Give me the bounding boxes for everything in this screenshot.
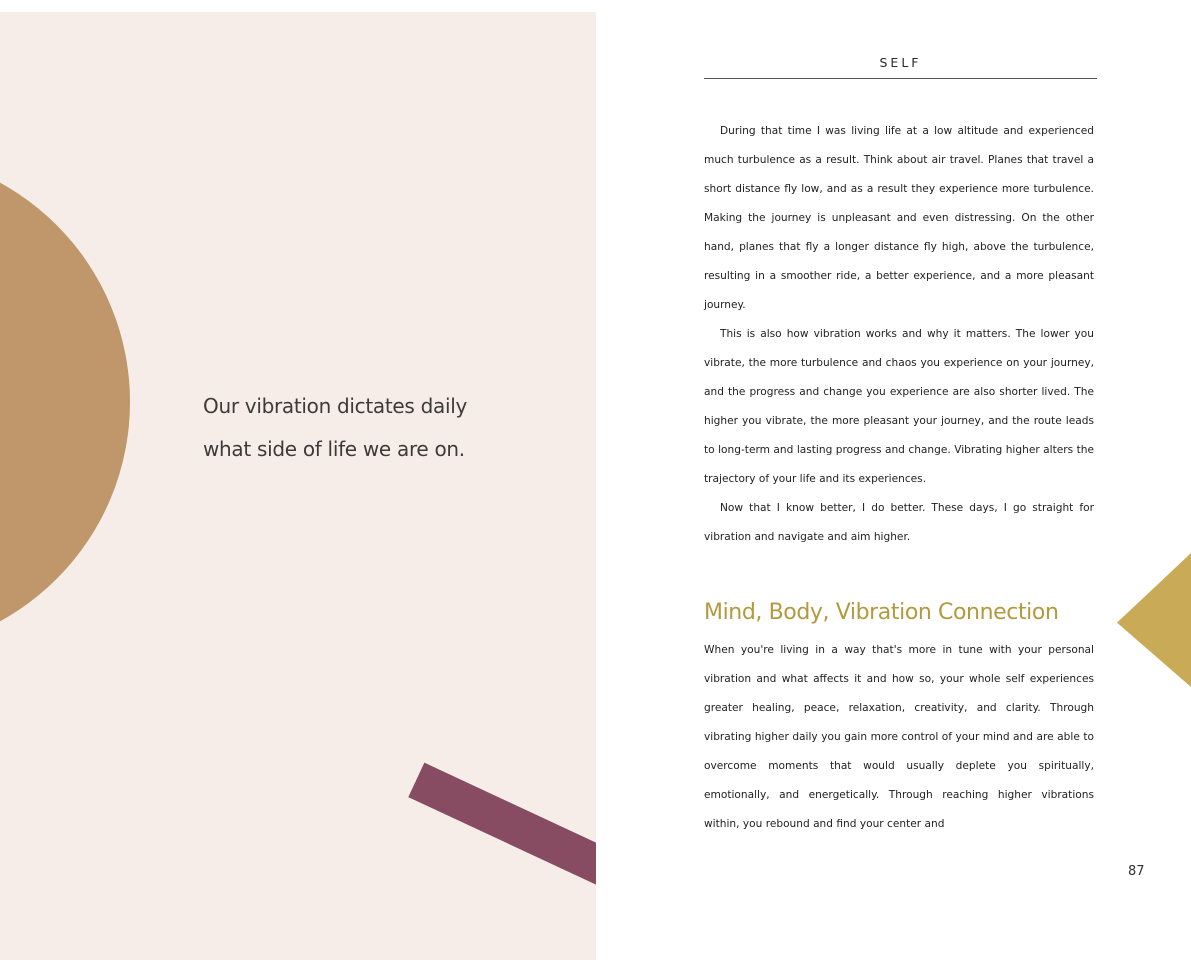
paragraph-2: This is also how vibration works and why it matters. The lower you vibrate, the more turbulence and chaos you experience on your journey, and the progress and change you experience are also shorter lived. The higher you vibrate, the more pleasant your journey, and the route leads to long-term and lasting progress and change. Vibrating higher alters the trajectory of your life and its experiences. <box>704 328 1094 485</box>
body-text-before-heading <box>704 117 1094 552</box>
running-head-rule <box>704 78 1097 79</box>
page-number: 87 <box>1128 864 1145 879</box>
pull-quote-line-1: Our vibration dictates daily <box>203 394 468 418</box>
decorative-tilted-bar <box>408 763 596 900</box>
paragraph-3: Now that I know better, I do better. These days, I go straight for vibration and navigate and aim higher. <box>704 502 1094 543</box>
left-page <box>0 12 596 960</box>
pull-quote-line-2: what side of life we are on. <box>203 437 465 461</box>
pull-quote <box>203 385 543 471</box>
body-text-after-heading <box>704 636 1094 839</box>
decorative-half-circle <box>0 152 130 652</box>
paragraph-4: When you're living in a way that's more in tune with your personal vibration and what affects it and how so, your whole self experiences greater healing, peace, relaxation, creativity, and clarity. Through vibrating higher daily you gain more control of your mind and are able to overcome moments that would usually deplete you spiritually, emotionally, and energetically. Through reaching higher vibrations within, you rebound and find your center and <box>704 644 1094 830</box>
running-head: SELF <box>879 55 922 70</box>
paragraph-1: During that time I was living life at a low altitude and experienced much turbulence as a result. Think about air travel. Planes that travel a short distance fly low, and as a result they experience more turbulence. Making the journey is unpleasant and even distressing. On the other hand, planes that fly a longer distance fly high, above the turbulence, resulting in a smoother ride, a better experience, and a more pleasant journey. <box>704 125 1094 311</box>
right-page <box>596 0 1191 975</box>
section-heading: Mind, Body, Vibration Connection <box>704 600 1059 625</box>
